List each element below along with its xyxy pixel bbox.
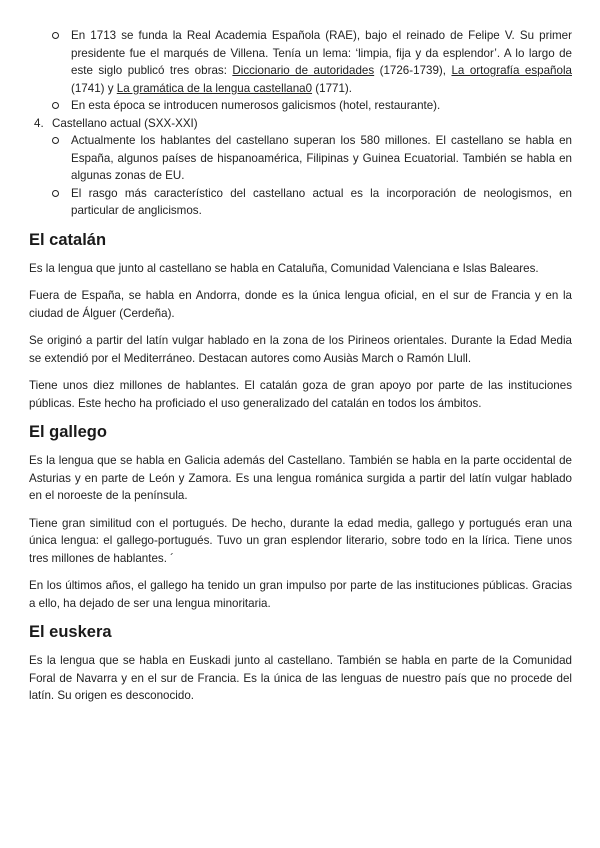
paragraph: Se originó a partir del latín vulgar hablado en la zona de los Pirineos orientales. Durante la Edad Media se extendió por el Mediterráneo. Destacan autores como Ausiàs March o Ramón Llull. xyxy=(29,334,572,365)
era4-bullet-list xyxy=(29,132,572,220)
numbered-item-castellano-actual xyxy=(29,115,572,133)
era3-bullet-list xyxy=(29,27,572,115)
bullet-text: (1741) y xyxy=(71,81,117,95)
list-number: 4. xyxy=(34,116,44,130)
bullet-text: (1771). xyxy=(312,81,353,95)
section-title-gallego: El gallego xyxy=(29,423,107,441)
list-item: Actualmente los hablantes del castellano superan los 580 millones. El castellano se habla en España, algunos países de hispanoamérica, Filipinas y Guinea Ecuatorial. También se habla en algunas zonas de EU. xyxy=(71,132,572,185)
numbered-item-heading: Castellano actual (SXX-XXI) xyxy=(52,116,198,130)
link-gramatica-lengua-castellana[interactable]: La gramática de la lengua castellana0 xyxy=(116,81,313,95)
paragraph: Es la lengua que se habla en Galicia además del Castellano. También se habla en la parte occidental de Asturias y en parte de León y Zamora. Es una lengua románica surgida a partir del latín vulgar hablado en el noroeste de la península. xyxy=(29,454,572,502)
link-ortografia-espanola[interactable]: La ortografía española xyxy=(451,64,572,77)
list-item: En esta época se introducen numerosos galicismos (hotel, restaurante). xyxy=(71,97,572,115)
section-title-catalan: El catalán xyxy=(29,230,107,249)
paragraph: Es la lengua que se habla en Euskadi junto al castellano. También se habla en parte de la Comunidad Foral de Navarra y en el sur de Francia. Es la única de las lenguas de nuestro país que no procede del latín. Su origen es desconocido. xyxy=(29,654,572,702)
list-item: El rasgo más característico del castellano actual es la incorporación de neologismos, en particular de anglicismos. xyxy=(71,185,572,220)
list-item xyxy=(71,27,572,97)
link-diccionario-autoridades[interactable]: Diccionario de autoridades xyxy=(232,64,375,77)
paragraph: Tiene gran similitud con el portugués. De hecho, durante la edad media, gallego y portugués eran una única lengua: el gallego-portugués. Tuvo un gran esplendor literario, sobre todo en la lírica. Tiene unos tres millones de hablantes. ´ xyxy=(29,516,572,565)
paragraph: En los últimos años, el gallego ha tenido un gran impulso por parte de las instituciones públicas. Gracias a ello, ha dejado de ser una lengua minoritaria. xyxy=(29,579,572,610)
paragraph: Fuera de España, se habla en Andorra, donde es la única lengua oficial, en el sur de Francia y en la ciudad de Álguer (Cerdeña). xyxy=(29,289,572,320)
section-title-euskera: El euskera xyxy=(29,623,112,641)
bullet-text: En 1713 se funda la Real Academia Española (RAE), bajo el reinado de Felipe V. Su primer presidente fue el marqués de Villena. Tenía un lema: ‘limpia, fija y da esplendor’. A lo largo de este siglo publicó tres obras: xyxy=(71,29,572,77)
paragraph: Tiene unos diez millones de hablantes. El catalán goza de gran apoyo por parte de las instituciones públicas. Este hecho ha proficiado el uso generalizado del catalán en todos los ámbitos. xyxy=(29,379,572,410)
document-page xyxy=(29,27,572,715)
paragraph: Es la lengua que junto al castellano se habla en Cataluña, Comunidad Valenciana e Islas Baleares. xyxy=(29,261,539,275)
bullet-text: (1726-1739), xyxy=(374,64,452,77)
